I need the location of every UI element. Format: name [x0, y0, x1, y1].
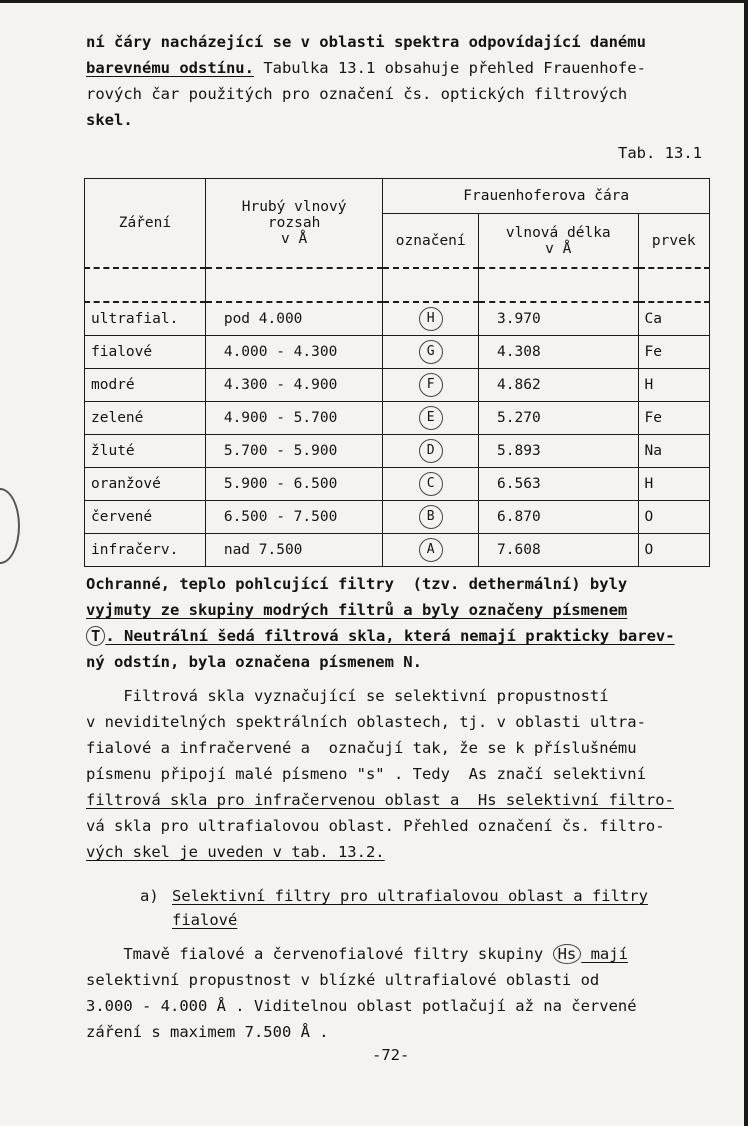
para3-line-2: v neviditelných spektrálních oblastech, tj. v oblasti ultra-: [86, 713, 646, 731]
header-fraunhofer: Frauenhoferova čára: [383, 179, 710, 214]
section-a-marker: a): [140, 887, 159, 905]
table-row: [85, 302, 710, 336]
cell-wavelength: 5.893: [479, 435, 638, 468]
para2-line-3-rest: . Neutrální šedá filtrová skla, která nemají prakticky barev-: [105, 627, 675, 645]
cell-element: Fe: [638, 336, 709, 369]
cell-wavelength: 6.563: [479, 468, 638, 501]
cell-range: 4.300 - 4.900: [205, 369, 383, 402]
table-row: [85, 501, 710, 534]
cell-radiation: modré: [85, 369, 206, 402]
para2-line-1: Ochranné, teplo pohlcující filtry (tzv. dethermální) byly: [86, 575, 628, 593]
header-range-unit: v Å: [281, 231, 308, 247]
header-wavelength: [479, 214, 638, 268]
circled-letter: G: [419, 340, 443, 364]
para3-line-6: vá skla pro ultrafialovou oblast. Přehled označení čs. filtro-: [86, 817, 665, 835]
fraunhofer-table: [84, 178, 710, 567]
page-right-edge: [744, 0, 748, 1126]
para3-line-4: písmenu připojí malé písmeno "s" . Tedy As značí selektivní: [86, 765, 646, 783]
para2-line-3: [86, 624, 675, 648]
table-row: [85, 534, 710, 567]
cell-range: 4.000 - 4.300: [205, 336, 383, 369]
header-wavelength-unit: v Å: [545, 240, 572, 257]
cell-designation: [383, 402, 479, 435]
cell-element: H: [638, 369, 709, 402]
para3-line-7: vých skel je uveden v tab. 13.2.: [86, 843, 385, 861]
para2-line-4: ný odstín, byla označena písmenem N.: [86, 653, 422, 671]
circled-letter: F: [419, 373, 443, 397]
intro-line-2-rest: Tabulka 13.1 obsahuje přehled Frauenhofe-: [253, 59, 646, 77]
cell-radiation: ultrafial.: [85, 302, 206, 336]
cell-wavelength: 5.270: [479, 402, 638, 435]
cell-designation: [383, 534, 479, 567]
table-row: [85, 468, 710, 501]
table-row: [85, 336, 710, 369]
intro-line-4: skel.: [86, 111, 133, 129]
cell-range: 6.500 - 7.500: [205, 501, 383, 534]
page-number: -72-: [372, 1046, 410, 1064]
intro-line-2-underlined: barevnému odstínu.: [86, 59, 254, 77]
cell-radiation: zelené: [85, 402, 206, 435]
header-wavelength-label: vlnová délka: [505, 224, 611, 241]
header-radiation: Záření: [85, 179, 206, 269]
table-separator: [85, 268, 710, 302]
header-element: prvek: [638, 214, 709, 268]
section-a-title-line-2: fialové: [172, 911, 238, 929]
binder-hole: [0, 488, 20, 564]
letter-t-circled: T: [86, 626, 105, 646]
intro-line-3: rových čar použitých pro označení čs. optických filtrových: [86, 85, 628, 103]
page-top-edge: [0, 0, 748, 3]
cell-element: Ca: [638, 302, 709, 336]
table-row: [85, 435, 710, 468]
para4-line-1-start: Tmavě fialové a červenofialové filtry skupiny: [86, 945, 553, 963]
cell-designation: [383, 468, 479, 501]
para4-line-2: selektivní propustnost v blízké ultrafialové oblasti od: [86, 971, 600, 989]
cell-radiation: fialové: [85, 336, 206, 369]
circled-letter: A: [419, 538, 443, 562]
cell-wavelength: 4.862: [479, 369, 638, 402]
cell-range: 4.900 - 5.700: [205, 402, 383, 435]
circled-letter: E: [419, 406, 443, 430]
cell-element: Na: [638, 435, 709, 468]
para4-line-3: 3.000 - 4.000 Å . Viditelnou oblast potlačují až na červené: [86, 997, 637, 1015]
cell-wavelength: 6.870: [479, 501, 638, 534]
cell-element: Fe: [638, 402, 709, 435]
para3-line-3: fialové a infračervené a označují tak, že se k příslušnému: [86, 739, 637, 757]
circled-letter: C: [419, 472, 443, 496]
table-label: Tab. 13.1: [618, 144, 702, 162]
header-range-line-1: Hrubý vlnový: [241, 199, 347, 215]
cell-designation: [383, 435, 479, 468]
cell-designation: [383, 369, 479, 402]
circled-letter: B: [419, 505, 443, 529]
cell-element: O: [638, 501, 709, 534]
cell-radiation: žluté: [85, 435, 206, 468]
cell-designation: [383, 501, 479, 534]
circled-letter: H: [419, 307, 443, 331]
cell-designation: [383, 302, 479, 336]
cell-range: pod 4.000: [205, 302, 383, 336]
circled-letter: D: [419, 439, 443, 463]
intro-line-1: ní čáry nacházející se v oblasti spektra odpovídající danému: [86, 33, 646, 51]
cell-radiation: infračerv.: [85, 534, 206, 567]
cell-element: O: [638, 534, 709, 567]
para3-line-5: filtrová skla pro infračervenou oblast a Hs selektivní filtro-: [86, 791, 674, 809]
cell-radiation: oranžové: [85, 468, 206, 501]
intro-line-2: [86, 56, 646, 80]
cell-range: 5.900 - 6.500: [205, 468, 383, 501]
table-header-row-1: [85, 179, 710, 214]
table-row: [85, 369, 710, 402]
cell-range: 5.700 - 5.900: [205, 435, 383, 468]
hs-circled: Hs: [553, 944, 582, 964]
header-range: [205, 179, 383, 269]
para4-line-1-end: mají: [581, 945, 628, 963]
table-row: [85, 402, 710, 435]
cell-element: H: [638, 468, 709, 501]
header-range-line-2: rozsah: [267, 215, 321, 231]
cell-wavelength: 7.608: [479, 534, 638, 567]
cell-range: nad 7.500: [205, 534, 383, 567]
cell-designation: [383, 336, 479, 369]
cell-wavelength: 3.970: [479, 302, 638, 336]
para4-line-1: [86, 942, 628, 966]
para4-line-4: záření s maximem 7.500 Å .: [86, 1023, 329, 1041]
cell-wavelength: 4.308: [479, 336, 638, 369]
para2-line-2: vyjmuty ze skupiny modrých filtrů a byly označeny písmenem: [86, 601, 628, 619]
header-designation: označení: [383, 214, 479, 268]
para3-line-1: Filtrová skla vyznačující se selektivní propustností: [86, 687, 609, 705]
cell-radiation: červené: [85, 501, 206, 534]
section-a-title-line-1: Selektivní filtry pro ultrafialovou oblast a filtry: [172, 887, 648, 905]
